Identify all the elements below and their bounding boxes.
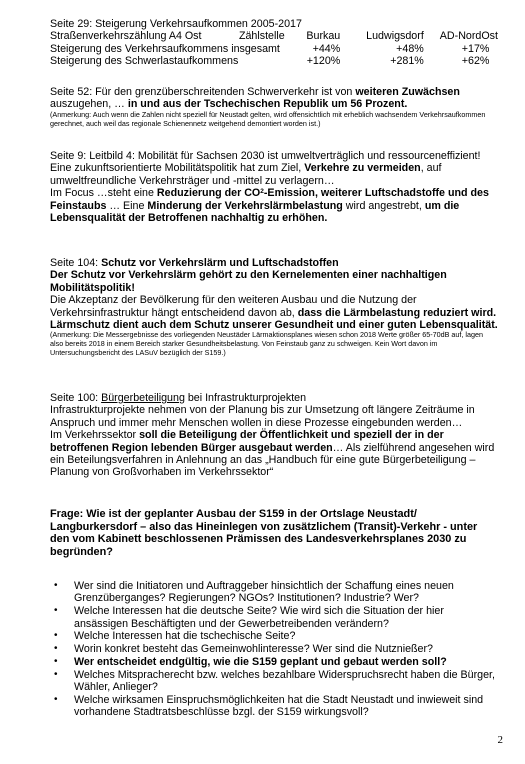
- list-item-text: Welche Interessen hat die tschechische Seite?: [74, 630, 296, 643]
- table-row: [50, 43, 498, 55]
- table-cell: Steigerung des Schwerlastaufkommens: [50, 55, 239, 68]
- section-title: Seite 9: Leitbild 4: Mobilität für Sachsen 2030 ist umweltverträglich und ressourceneffizient!: [50, 150, 481, 162]
- table-cell: +62%: [461, 55, 490, 68]
- list-item: [50, 669, 498, 694]
- table-cell: Ludwigsdorf: [366, 30, 424, 43]
- table-cell: AD-NordOst: [439, 30, 498, 43]
- section-seite-29: [50, 18, 498, 68]
- page-number: 2: [497, 734, 503, 746]
- section-text: Im Verkehrssektor soll die Beteiligung der Öffentlichkeit und speziell der in der betroffenen Region lebenden Bürger ausgebaut werden… Als zielführend angesehen wird ein Beteilungsverfahren in Anlehnung an das „Handbuch für eine gute Bürgerbeteiligung – Planung von Großvorhaben im Verkehrssektor“: [50, 429, 495, 479]
- list-item-text: Welches Mitspracherecht bzw. welches bezahlbare Widerspruchsrecht haben die Bürger, Wähler, Anlieger?: [74, 668, 495, 694]
- section-text: Die Akzeptanz der Bevölkerung für den weiteren Ausbau und die Nutzung der Verkehrsinfrastruktur hängt entscheidend davon ab, dass die Lärmbelastung reduziert wird. Lärmschutz dient auch dem Schutz unserer Gesundheit und einer guten Lebensqualität.: [50, 294, 498, 332]
- list-item-text: Wer sind die Initiatoren und Auftraggeber hinsichtlich der Schaffung eines neuen Grenzüberganges? Regierungen? NGOs? Institutionen? Industrie? Wer?: [74, 580, 454, 605]
- section-title: Seite 100: Bürgerbeteiligung bei Infrastrukturprojekten: [50, 392, 307, 404]
- table-cell: +17%: [461, 42, 490, 55]
- annotation-note: (Anmerkung: Die Messergebnisse des vorliegenden Neustäder Lärmaktionsplanes wiesen schon 2018 Werte größer 65-70dB auf, lagen also bereits 2018 in einem Bereich starker Gesundheitsbelastung. Von Feinstaub ganz zu schweigen. Kein Wort davon im Untersuchungsbericht des LASuV bezüglich der S159.): [50, 330, 483, 358]
- list-item-text: Welche Interessen hat die deutsche Seite? Wie wird sich die Situation der hier ansässigen Beschäftigten und der Gewerbetreibenden verändern?: [74, 605, 444, 630]
- list-item: [50, 656, 498, 668]
- traffic-stats-table: [50, 30, 498, 67]
- list-item-text: Worin konkret besteht das Gemeinwohlinteresse? Wer sind die Nutznießer?: [74, 643, 433, 656]
- section-text: Seite 52: Für den grenzüberschreitenden Schwerverkehr ist von weiteren Zuwächsen auszugehen, … in und aus der Tschechischen Republik um 56 Prozent.: [50, 86, 460, 111]
- section-text: Im Focus …steht eine Reduzierung der $CO^2$-Emission, weiterer Luftschadstoffe und des Feinstaubs … Eine Minderung der Verkehrslärmbelastung wird angestrebt, um die Lebensqualität der Betroffenen nachhaltig zu erhöhen.: [50, 187, 489, 225]
- question-heading: Frage: Wie ist der geplanter Ausbau der S159 in der Ortslage Neustadt/ Langburkersdorf – also das Hineinlegen von zusätzlichem (Transit)-Verkehr - unter den vom Kabinett beschlossenen Prämissen des Landesverkehrsplanes 2030 zu begründen?: [50, 508, 478, 558]
- bullet-icon: •: [54, 605, 58, 617]
- table-cell: +44%: [312, 42, 341, 55]
- bullet-icon: •: [54, 580, 58, 591]
- section-seite-52: [50, 86, 498, 128]
- list-item-text: Welche wirksamen Einspruchsmöglichkeiten hat die Stadt Neustadt und inwieweit sind vorhandene Stadtratsbeschlüsse bzgl. der S159 wirkungsvoll?: [74, 694, 484, 719]
- table-cell: Zählstelle: [238, 30, 285, 43]
- table-cell: Steigerung des Verkehrsaufkommens insgesamt: [50, 42, 280, 55]
- bullet-icon: •: [54, 656, 58, 667]
- bullet-icon: •: [54, 694, 58, 705]
- list-item: [50, 630, 498, 642]
- table-cell: +281%: [390, 55, 424, 68]
- section-seite-100: [50, 392, 498, 479]
- table-header-row: [50, 30, 498, 42]
- bullet-icon: •: [54, 668, 58, 680]
- section-title: Seite 104: Schutz vor Verkehrslärm und Luftschadstoffen: [50, 257, 339, 269]
- section-text: Der Schutz vor Verkehrslärm gehört zu den Kernelementen einer nachhaltigen Mobilitätspolitik!: [50, 269, 447, 294]
- table-cell: Straßenverkehrszählung A4 Ost: [50, 30, 202, 43]
- annotation-note: (Anmerkung: Auch wenn die Zahlen nicht speziell für Neustadt gelten, wird offensichtlich mit erheblich wachsendem Verkehrsaufkommen gerechnet, auch weil das regionale Schienennetz weitgehend demontiert worden ist.): [50, 109, 486, 128]
- question-list: [50, 580, 498, 719]
- section-text: Infrastrukturprojekte nehmen von der Planung bis zur Umsetzung oft längere Zeiträume in Anspruch und immer mehr Menschen wollen in diese Prozesse eingebunden werden…: [50, 404, 475, 429]
- list-item: [50, 605, 498, 630]
- section-text: Eine zukunftsorientierte Mobilitätspolitik hat zum Ziel, Verkehre zu vermeiden, auf umweltfreundliche Verkehrsträger und -mittel zu verlagern…: [50, 162, 442, 187]
- section-seite-9: [50, 150, 498, 224]
- table-row: [50, 55, 498, 67]
- list-item-text: Wer entscheidet endgültig, wie die S159 geplant und gebaut werden soll?: [74, 656, 447, 668]
- table-cell: +48%: [396, 42, 424, 55]
- bullet-icon: •: [54, 630, 58, 642]
- table-cell: Burkau: [306, 30, 341, 43]
- table-cell: +120%: [306, 55, 341, 68]
- bullet-list: [50, 580, 498, 719]
- bullet-icon: •: [54, 643, 58, 655]
- list-item: [50, 580, 498, 605]
- list-item: [50, 643, 498, 655]
- list-item: [50, 694, 498, 719]
- section-title: Seite 29: Steigerung Verkehrsaufkommen 2005-2017: [50, 18, 302, 30]
- section-seite-104: [50, 257, 498, 358]
